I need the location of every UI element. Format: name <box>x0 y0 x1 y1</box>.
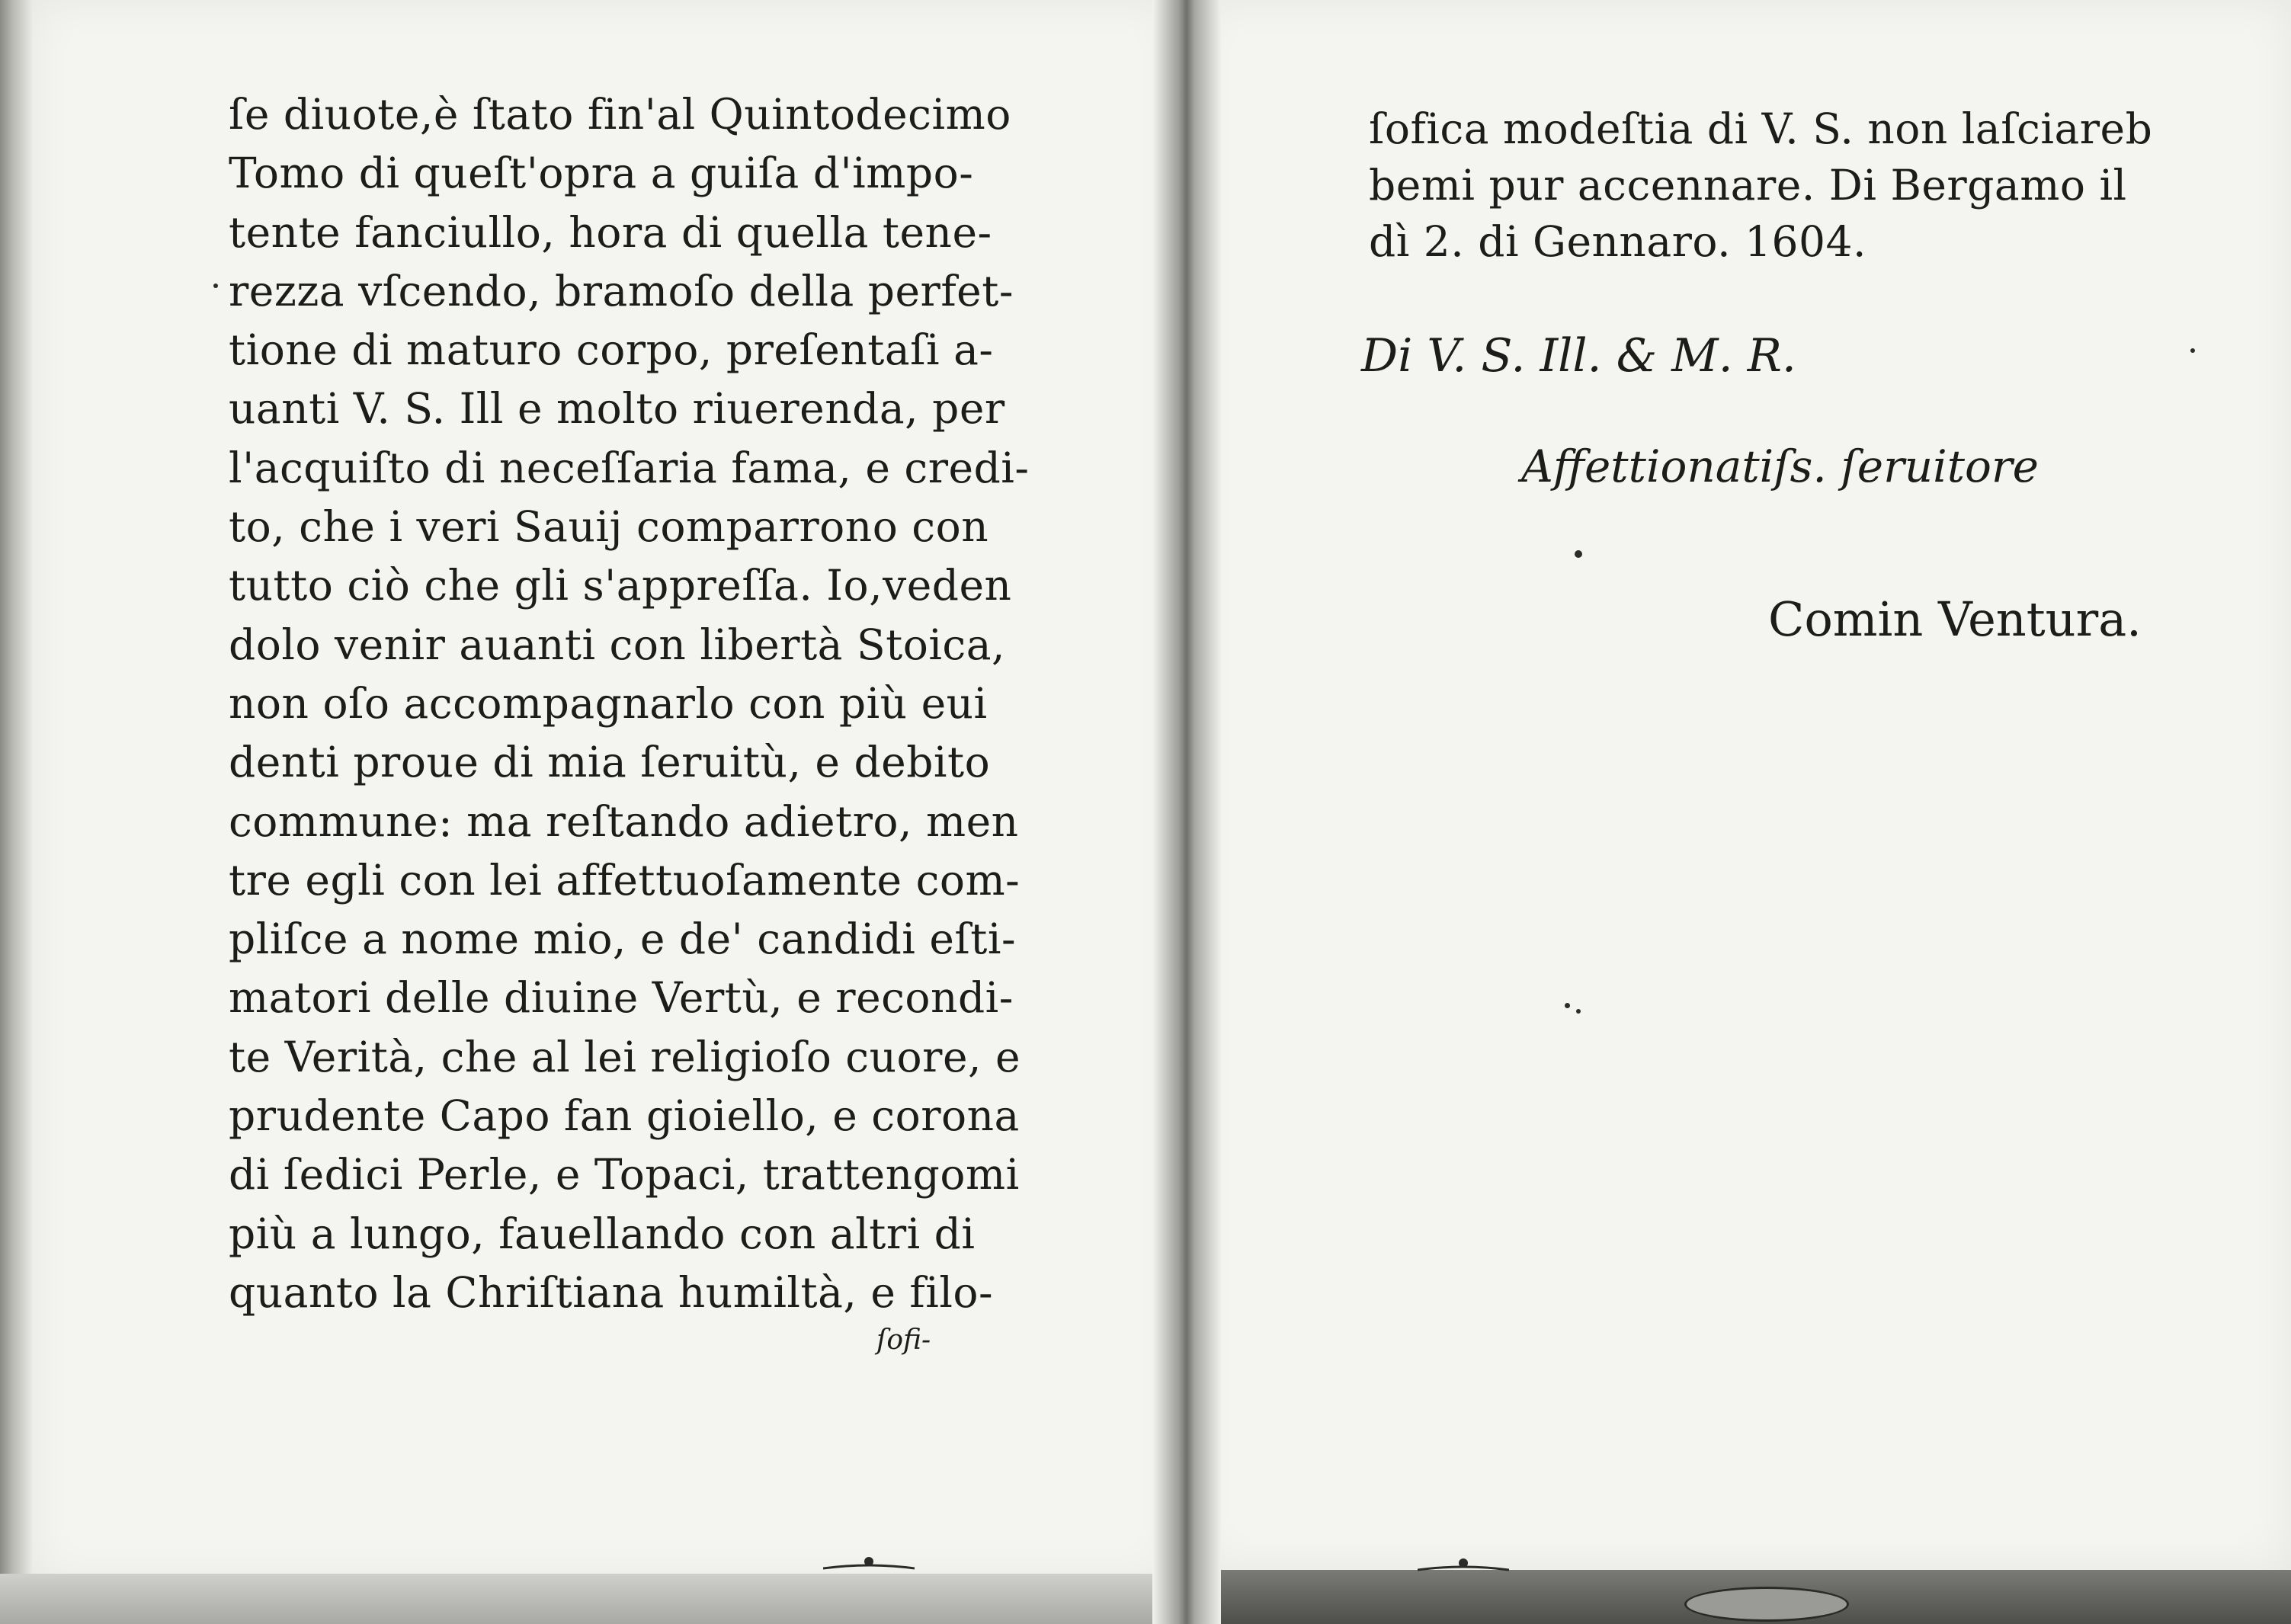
scan-left-edge <box>0 0 32 1624</box>
text-line: to, che i veri Sauij comparrono con <box>229 502 989 552</box>
text-line: tre egli con lei affettuoſamente com- <box>229 855 1021 905</box>
text-line: più a lungo, fauellando con altri di <box>229 1209 976 1258</box>
right-page-body <box>1369 101 2169 270</box>
text-line: commune: ma reſtando adietro, men <box>229 796 1019 846</box>
library-stamp-icon <box>1684 1587 1849 1622</box>
text-line: matori delle diuine Vertù, e recondi- <box>229 973 1014 1023</box>
text-line: dì 2. di Gennaro. 1604. <box>1369 217 1866 266</box>
text-line: prudente Capo fan gioiello, e corona <box>229 1091 1020 1141</box>
text-line: Tomo di queſt'opra a guiſa d'impo- <box>229 149 974 198</box>
salutation: Di V. S. Ill. & M. R. <box>1361 329 1796 383</box>
text-line: te Verità, che al lei religioſo cuore, e <box>229 1032 1021 1081</box>
book-gutter <box>1152 0 1221 1624</box>
text-line: bemi pur accennare. Di Bergamo il <box>1369 161 2127 210</box>
ornament-icon <box>823 1555 915 1571</box>
catchword: ſofi- <box>876 1325 931 1356</box>
text-line: uanti V. S. Ill e molto riuerenda, per <box>229 384 1005 434</box>
text-line: ſofica modeſtia di V. S. non laſciareb <box>1369 104 2153 153</box>
text-line: dolo venir auanti con libertà Stoica, <box>229 620 1006 669</box>
text-line: non oſo accompagnarlo con più eui <box>229 678 988 728</box>
ink-speck <box>2190 348 2195 353</box>
ink-speck <box>1565 1003 1570 1008</box>
text-line: ſe diuote,è ſtato fin'al Quintodecimo <box>229 90 1011 139</box>
text-line: tutto ciò che gli s'appreſſa. Io,veden <box>229 561 1012 610</box>
text-line: di ſedici Perle, e Topaci, trattengomi <box>229 1150 1020 1200</box>
ink-speck <box>213 283 218 288</box>
text-line: tente fanciullo, hora di quella tene- <box>229 207 992 257</box>
ink-speck <box>1576 1009 1581 1014</box>
ink-speck <box>1575 550 1582 558</box>
text-line: l'acquiſto di neceſſaria fama, e credi- <box>229 443 1030 492</box>
text-line: pliſce a nome mio, e de' candidi eſti- <box>229 915 1017 964</box>
signature: Comin Ventura. <box>1768 591 2142 647</box>
text-line: tione di maturo corpo, preſentaſi a- <box>229 325 994 375</box>
text-line: quanto la Chriſtiana humiltà, e filo- <box>229 1267 994 1317</box>
closing-formula: Affettionatiſs. ſeruitore <box>1521 440 2039 492</box>
ornament-icon <box>1418 1556 1509 1573</box>
text-line: rezza vſcendo, bramoſo della perfet- <box>229 266 1014 316</box>
text-line: denti proue di mia ſeruitù, e debito <box>229 738 991 787</box>
left-page-body <box>229 85 1030 1322</box>
